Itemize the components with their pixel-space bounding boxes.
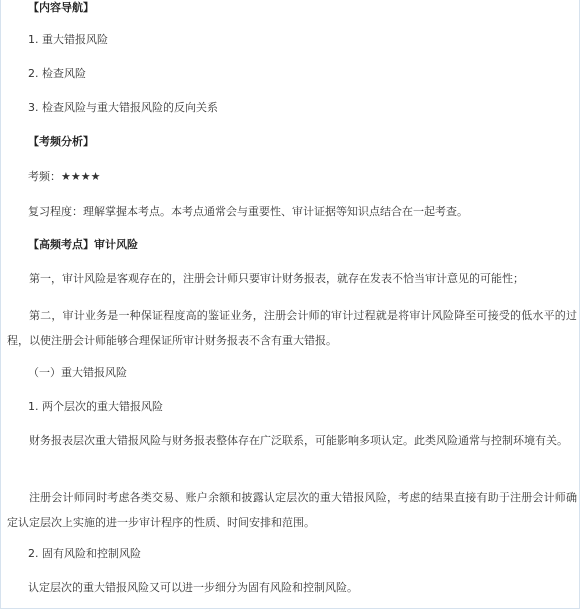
paragraph-assertion-level: 注册会计师同时考虑各类交易、账户余额和披露认定层次的重大错报风险，考虑的结果直接有助于注册会计师确定认定层次上实施的进一步审计程序的性质、时间安排和范围。 xyxy=(7,491,577,529)
freq-rating xyxy=(28,170,100,184)
review-level: 复习程度：理解掌握本考点。本考点通常会与重要性、审计证据等知识点结合在一起考查。 xyxy=(28,205,468,218)
paragraph-fs-level: 财务报表层次重大错报风险与财务报表整体存在广泛联系，可能影响多项认定。此类风险通常与控制环境有关。 xyxy=(29,434,568,447)
nav-heading: 【内容导航】 xyxy=(28,1,94,14)
subsection-item-1: 1. 两个层次的重大错报风险 xyxy=(28,400,163,413)
paragraph-second: 第二，审计业务是一种保证程度高的鉴证业务，注册会计师的审计过程就是将审计风险降至可接受的低水平的过程，以使注册会计师能够合理保证所审计财务报表不含有重大错报。 xyxy=(7,309,577,347)
paragraph-split: 认定层次的重大错报风险又可以进一步细分为固有风险和控制风险。 xyxy=(28,581,358,594)
nav-item-2: 2. 检查风险 xyxy=(28,67,86,80)
nav-item-3: 3. 检查风险与重大错报风险的反向关系 xyxy=(28,101,218,114)
subsection-item-2: 2. 固有风险和控制风险 xyxy=(28,547,141,560)
subsection-heading-1: （一）重大错报风险 xyxy=(28,366,127,379)
freq-heading: 【考频分析】 xyxy=(28,135,94,148)
paragraph-first: 第一，审计风险是客观存在的，注册会计师只要审计财务报表，就存在发表不恰当审计意见的可能性； xyxy=(29,272,524,285)
nav-item-1: 1. 重大错报风险 xyxy=(28,33,108,46)
star-rating-icon: ★★★★ xyxy=(61,170,101,183)
hot-topic-heading: 【高频考点】审计风险 xyxy=(28,238,138,251)
freq-label: 考频： xyxy=(28,170,61,183)
